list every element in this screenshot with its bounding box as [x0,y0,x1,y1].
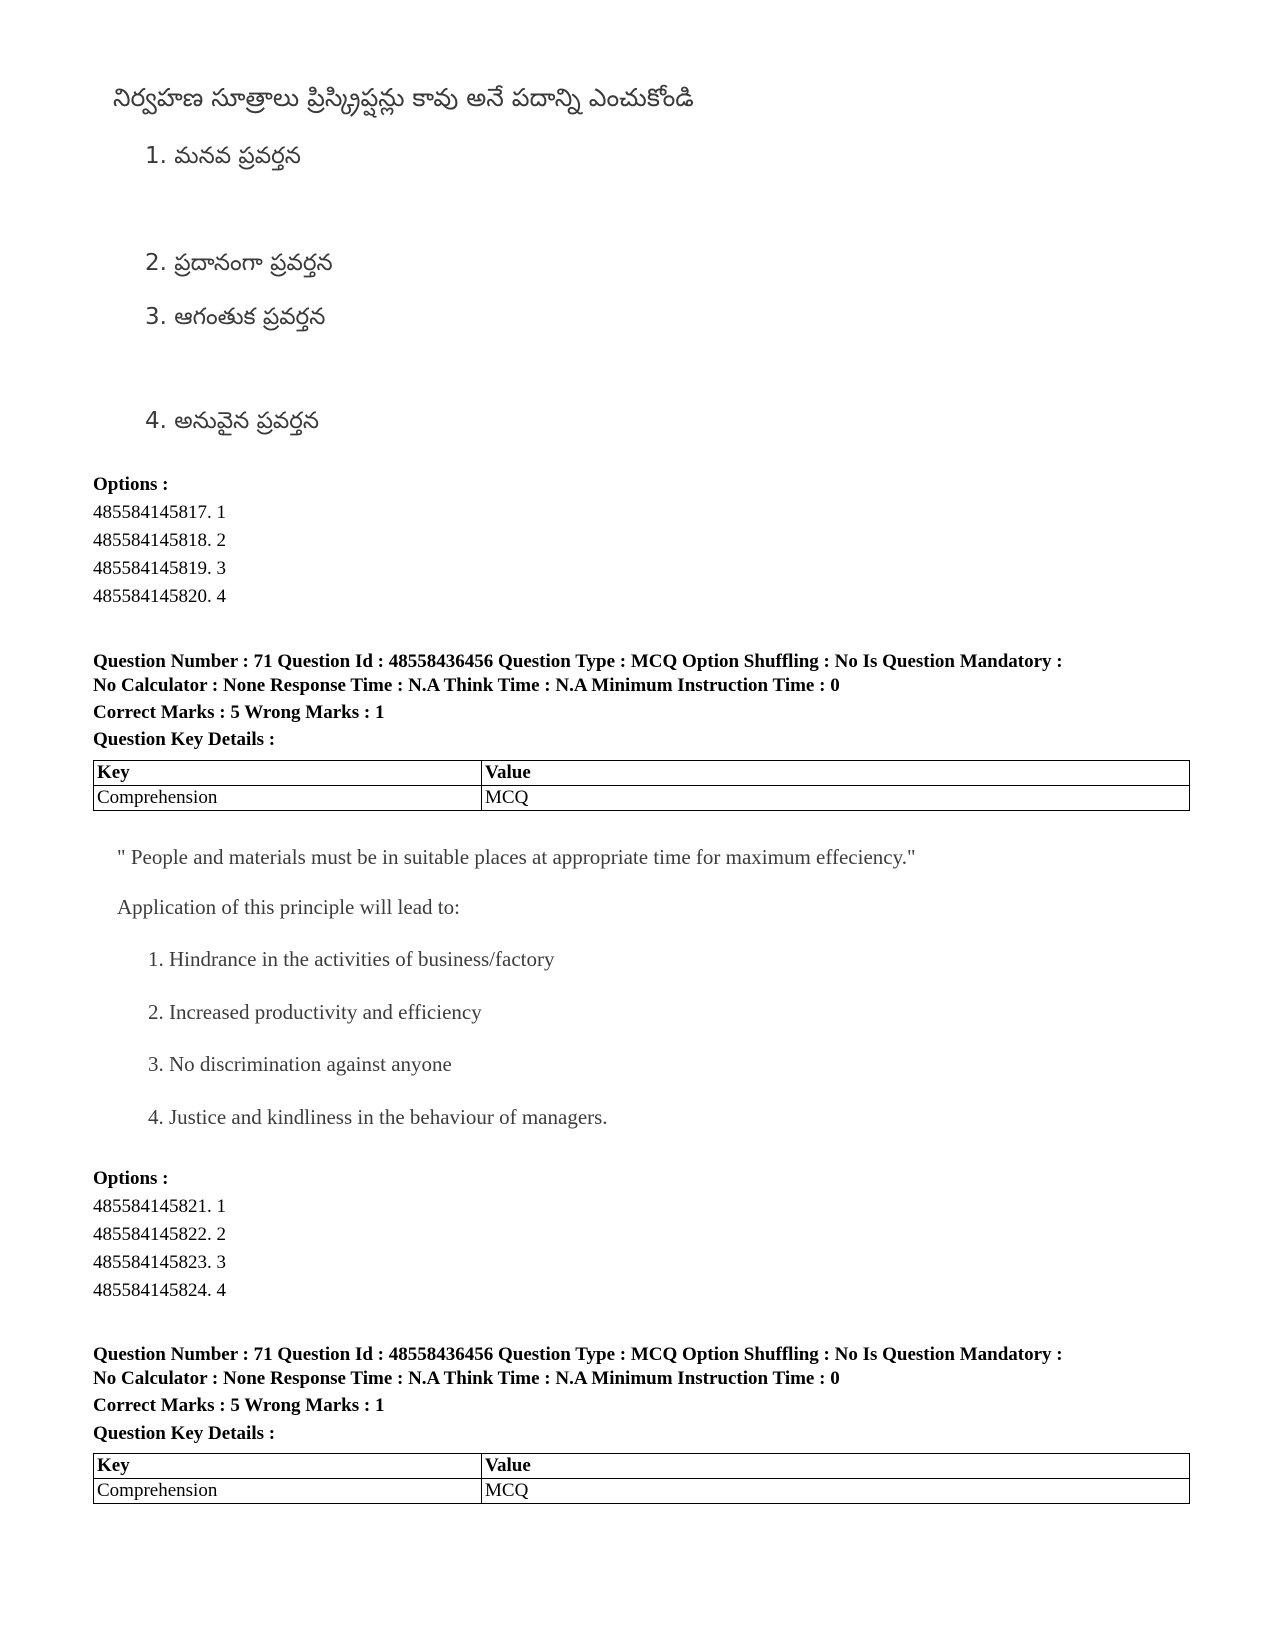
table-header-cell: Key [94,1454,482,1479]
question-meta-line: Question Number : 71 Question Id : 48558436456 Question Type : MCQ Option Shuffling : No Is Question Mandatory : [93,1344,1063,1365]
option-item: 485584145823. 3 [93,1252,226,1273]
marks-line: Correct Marks : 5 Wrong Marks : 1 [93,702,385,723]
question-key-table [93,760,1190,811]
question-image-english [0,830,1275,1130]
option-item: 485584145817. 1 [93,502,226,523]
question-choice: 1. మనవ ప్రవర్తన [145,143,301,169]
option-item: 485584145822. 2 [93,1224,226,1245]
question-choice: 2. Increased productivity and efficiency [148,1000,482,1024]
table-row [94,1479,1190,1504]
option-item: 485584145819. 3 [93,558,226,579]
table-cell: MCQ [482,786,1190,811]
option-item: 485584145821. 1 [93,1196,226,1217]
question-choice: 1. Hindrance in the activities of business/factory [148,947,555,971]
marks-line: Correct Marks : 5 Wrong Marks : 1 [93,1395,385,1416]
question-choice: 4. Justice and kindliness in the behaviour of managers. [148,1105,608,1129]
table-cell: Comprehension [94,786,482,811]
question-quote: " People and materials must be in suitable places at appropriate time for maximum effeciency." [117,845,916,869]
key-details-label: Question Key Details : [93,1423,276,1444]
question-meta [93,1343,1193,1391]
question-meta-line: Question Number : 71 Question Id : 48558436456 Question Type : MCQ Option Shuffling : No Is Question Mandatory : [93,651,1063,672]
table-header-row [94,1454,1190,1479]
option-item: 485584145818. 2 [93,530,226,551]
option-item: 485584145820. 4 [93,586,226,607]
options-label: Options : [93,1168,169,1189]
question-meta-line: No Calculator : None Response Time : N.A Think Time : N.A Minimum Instruction Time : 0 [93,1368,840,1389]
question-choice: 3. No discrimination against anyone [148,1052,452,1076]
option-item: 485584145824. 4 [93,1280,226,1301]
question-prompt: Application of this principle will lead to: [117,895,460,919]
question-key-table [93,1453,1190,1504]
table-row [94,786,1190,811]
key-details-label: Question Key Details : [93,729,276,750]
question-choice: 2. ప్రదానంగా ప్రవర్తన [145,250,333,276]
table-header-cell: Value [482,1454,1190,1479]
question-choice: 3. ఆగంతుక ప్రవర్తన [145,304,326,330]
question-choice: 4. అనువైన ప్రవర్తన [145,408,320,434]
question-image-telugu [0,0,1275,470]
question-meta-line: No Calculator : None Response Time : N.A Think Time : N.A Minimum Instruction Time : 0 [93,675,840,696]
table-header-cell: Key [94,761,482,786]
table-cell: MCQ [482,1479,1190,1504]
table-header-row [94,761,1190,786]
question-stem: నిర్వహణ సూత్రాలు ప్రిస్క్రిప్షన్లు కావు అనే పదాన్ని ఎంచుకోండి [113,83,694,112]
table-cell: Comprehension [94,1479,482,1504]
options-label: Options : [93,474,169,495]
question-meta [93,650,1193,698]
table-header-cell: Value [482,761,1190,786]
